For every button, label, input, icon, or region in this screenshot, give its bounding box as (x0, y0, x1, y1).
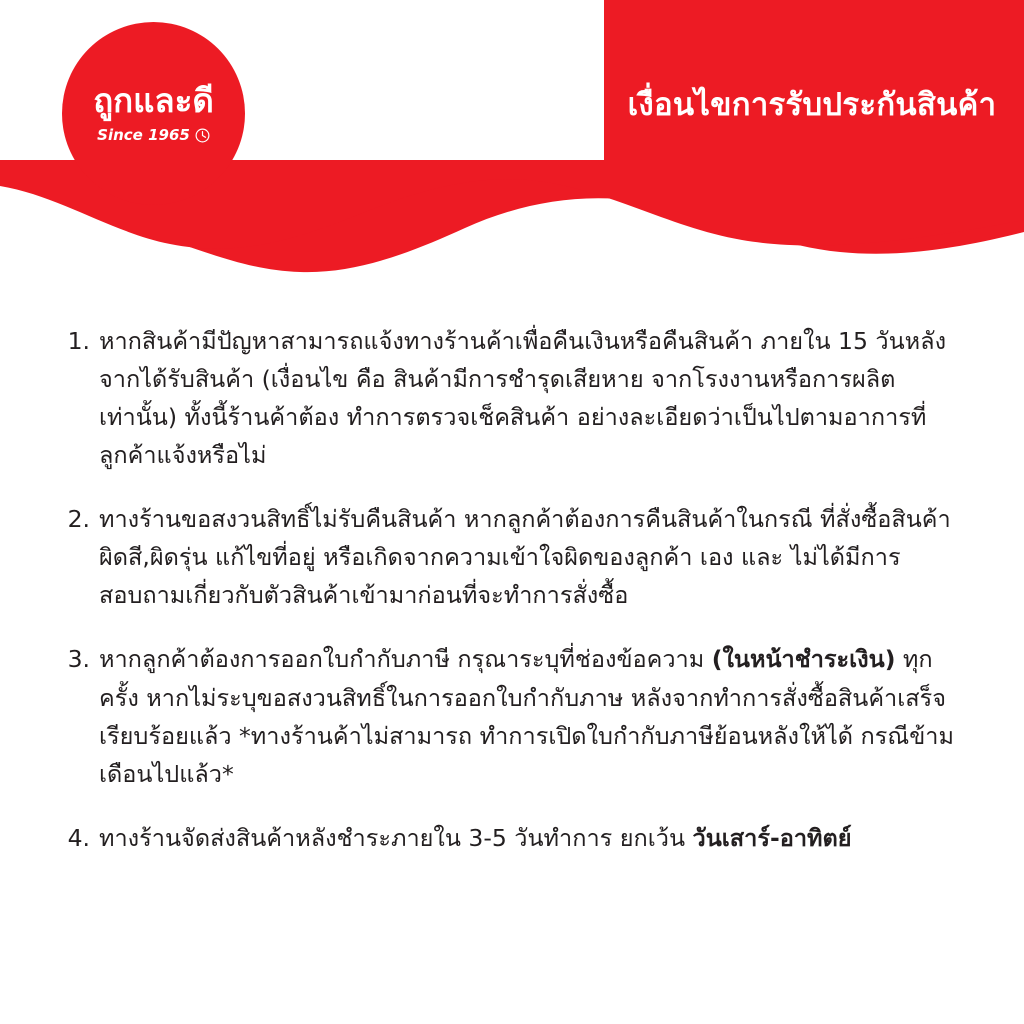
list-item-text (90, 500, 968, 614)
list-item-text (90, 640, 968, 792)
text-run: ทุกครั้ง หากไม่ระบุขอสงวนสิทธิ์ในการออกใบกำกับภาษ หลังจากทำการสั่งซื้อสินค้าเสร็จเรียบร้อยแล้ว *ทางร้านค้าไม่สามารถ ทำการเปิดใบกำกับภาษีย้อนหลังให้ได้ กรณีข้ามเดือนไปแล้ว* (99, 645, 954, 788)
header-banner (0, 0, 1024, 300)
text-run-emphasis: (ในหน้าชำระเงิน) (711, 645, 896, 674)
list-item-number: 3. (67, 645, 90, 674)
text-run-emphasis: วันเสาร์-อาทิตย์ (692, 823, 852, 852)
brand-logo-main-text: ถูกและดี (93, 80, 214, 120)
list-item (56, 500, 968, 614)
list-item-text (90, 322, 968, 474)
brand-logo-since-text: Since 1965 (97, 126, 190, 145)
text-run: หากสินค้ามีปัญหาสามารถแจ้งทางร้านค้าเพื่อคืนเงินหรือคืนสินค้า ภายใน 15 วันหลังจากได้รับสินค้า (เงื่อนไข คือ สินค้ามีการชำรุดเสียหาย จากโรงงานหรือการผลิตเท่านั้น) ทั้งนี้ร้านค้าต้อง ทำการตรวจเช็คสินค้า อย่างละเอียดว่าเป็นไปตามอาการที่ลูกค้าแจ้งหรือไม่ (99, 327, 947, 470)
list-item (56, 322, 968, 474)
list-item (56, 819, 968, 857)
brand-logo (62, 22, 245, 205)
list-item-number: 2. (67, 505, 90, 534)
page-title: เงื่อนไขการรับประกันสินค้า (627, 87, 997, 123)
warranty-terms-list (56, 322, 968, 857)
list-item-text (90, 819, 968, 857)
list-item-number: 4. (67, 823, 90, 852)
clock-icon (195, 128, 210, 143)
brand-logo-tagline-row (97, 126, 210, 144)
text-run: หากลูกค้าต้องการออกใบกำกับภาษี กรุณาระบุที่ช่องข้อความ (99, 645, 712, 674)
list-item (56, 640, 968, 792)
warranty-terms-section (0, 322, 1024, 883)
list-item-number: 1. (67, 327, 90, 355)
text-run: ทางร้านขอสงวนสิทธิ์ไม่รับคืนสินค้า หากลูกค้าต้องการคืนสินค้าในกรณี ที่สั่งซื้อสินค้าผิดสี,ผิดรุ่น แก้ไขที่อยู่ หรือเกิดจากความเข้าใจผิดของลูกค้า เอง และ ไม่ได้มีการสอบถามเกี่ยวกับตัวสินค้าเข้ามาก่อนที่จะทำการสั่งซื้อ (99, 505, 951, 610)
text-run: ทางร้านจัดส่งสินค้าหลังชำระภายใน 3-5 วันทำการ ยกเว้น (99, 823, 693, 852)
